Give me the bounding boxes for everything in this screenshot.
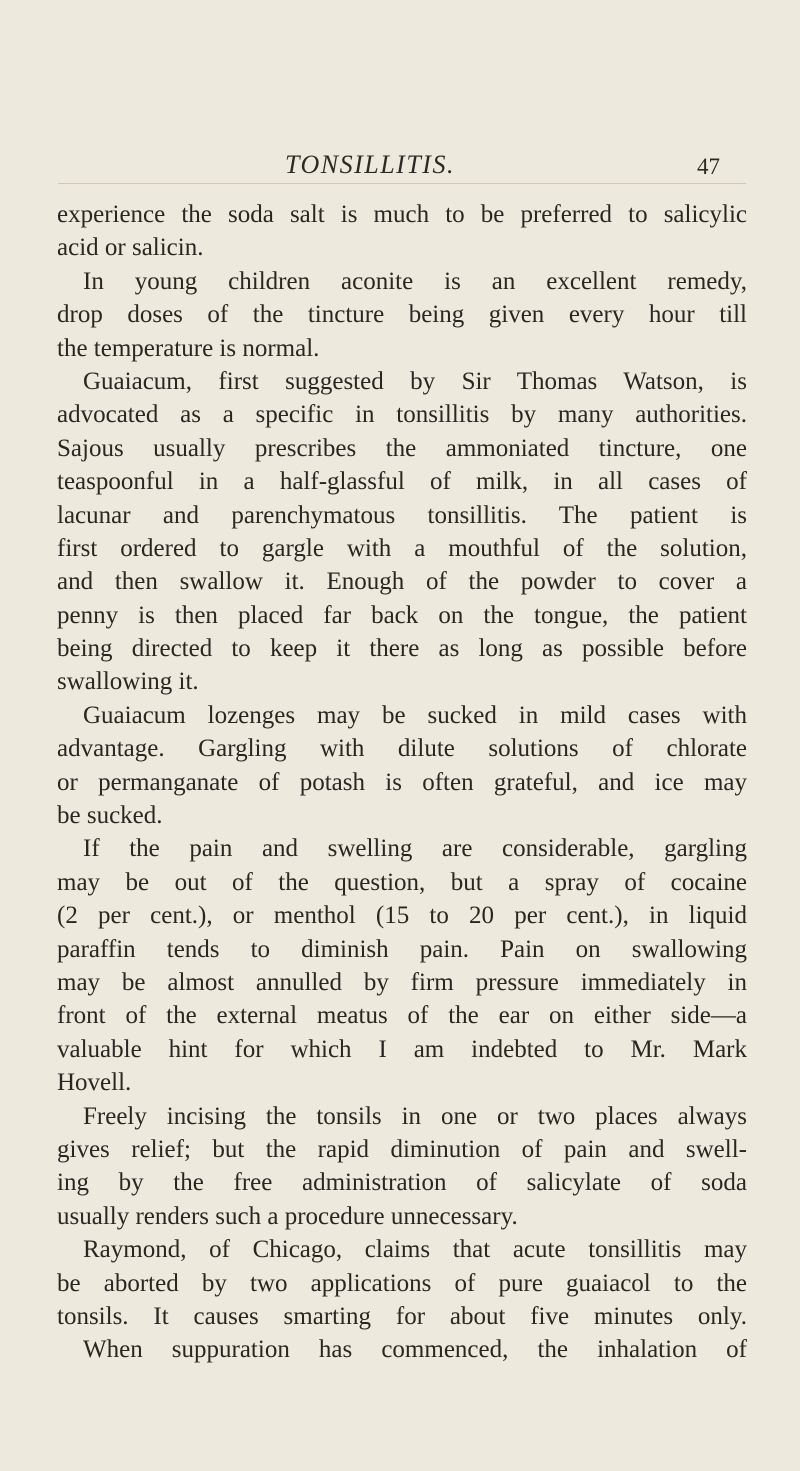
text-line: If the pain and swelling are considerable, gargling — [83, 835, 747, 863]
text-line: Raymond, of Chicago, claims that acute tonsillitis may — [83, 1236, 747, 1264]
text-line: drop doses of the tincture being given every hour till — [57, 301, 747, 329]
text-line: swallowing it. — [57, 668, 199, 696]
text-line: being directed to keep it there as long as possible before — [57, 635, 747, 663]
text-line: Guaiacum, first suggested by Sir Thomas Watson, is — [83, 367, 747, 395]
text-line: penny is then placed far back on the tongue, the patient — [57, 601, 747, 629]
text-line: may be almost annulled by firm pressure immediately in — [57, 968, 747, 996]
text-line: (2 per cent.), or menthol (15 to 20 per cent.), in liquid — [57, 902, 747, 930]
text-line: valuable hint for which I am indebted to Mr. Mark — [57, 1035, 747, 1063]
text-line: tonsils. It causes smarting for about five minutes only. — [57, 1302, 747, 1330]
text-line: lacunar and parenchymatous tonsillitis. The patient is — [57, 501, 747, 529]
text-line: the temperature is normal. — [57, 334, 320, 362]
text-line: be sucked. — [57, 802, 163, 830]
text-line: advantage. Gargling with dilute solutions of chlorate — [57, 735, 747, 763]
text-line: In young children aconite is an excellent remedy, — [83, 267, 747, 295]
text-line: When suppuration has commenced, the inhalation of — [83, 1336, 747, 1364]
text-line: acid or salicin. — [57, 234, 204, 262]
text-line: be aborted by two applications of pure guaiacol to the — [57, 1269, 747, 1297]
text-line: and then swallow it. Enough of the powder to cover a — [57, 568, 747, 596]
text-line: advocated as a specific in tonsillitis by many authorities. — [57, 401, 747, 429]
text-line: may be out of the question, but a spray of cocaine — [57, 868, 747, 896]
running-head — [0, 150, 800, 190]
body-text — [57, 198, 747, 1367]
text-line: ing by the free administration of salicylate of soda — [57, 1169, 747, 1197]
header-rule — [58, 183, 746, 184]
text-line: gives relief; but the rapid diminution of pain and swell- — [57, 1135, 747, 1163]
text-line: experience the soda salt is much to be preferred to salicylic — [57, 201, 747, 228]
text-line: Freely incising the tonsils in one or two places always — [83, 1102, 747, 1130]
running-title: TONSILLITIS. — [285, 150, 455, 179]
text-line: or permanganate of potash is often grateful, and ice may — [57, 768, 747, 796]
text-line: paraffin tends to diminish pain. Pain on swallowing — [57, 935, 747, 963]
text-line: Hovell. — [57, 1069, 132, 1097]
text-line: first ordered to gargle with a mouthful of the solution, — [57, 534, 747, 562]
text-line: front of the external meatus of the ear on either side—a — [57, 1002, 747, 1030]
text-line: usually renders such a procedure unnecessary. — [57, 1202, 518, 1230]
page-number: 47 — [697, 154, 720, 179]
text-line: teaspoonful in a half-glassful of milk, in all cases of — [57, 468, 747, 496]
text-line: Sajous usually prescribes the ammoniated tincture, one — [57, 434, 747, 462]
text-line: Guaiacum lozenges may be sucked in mild cases with — [83, 701, 747, 729]
